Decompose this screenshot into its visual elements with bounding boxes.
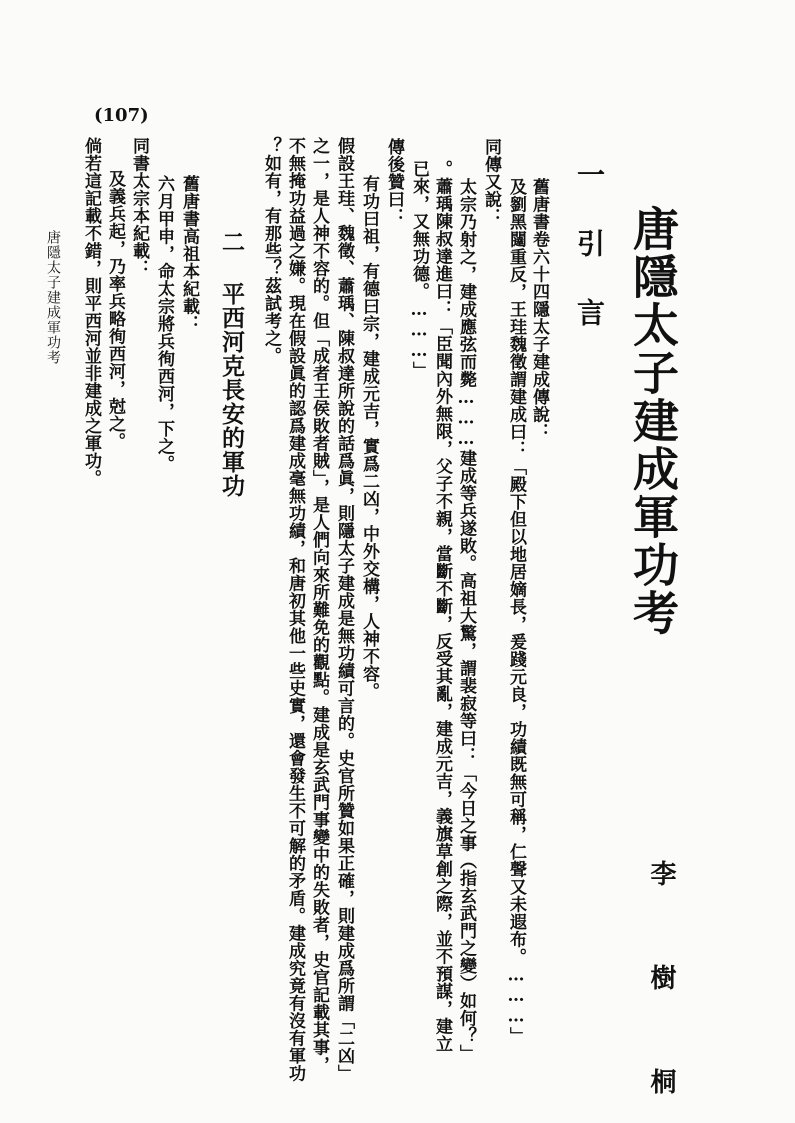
text-line: 六月甲申，命太宗將兵徇西河，下之。 (154, 175, 174, 473)
text-line: ？如有，有那些？茲試考之。 (261, 137, 281, 365)
text-line: 不無掩功益過之嫌。現在假設眞的認爲建成毫無功績，和唐初其他一些史實，還會發生不可解的矛盾。建成究竟有沒有軍功 (285, 137, 305, 1082)
text-line: 傳後贊曰： (384, 138, 404, 226)
text-line: 太宗乃射之，建成應弦而斃………建成等兵遂敗。高祖大驚，謂裴寂等曰：「今日之事（指玄武門之變）如何？」 (456, 178, 476, 1062)
author-name: 李 樹 桐 (646, 860, 676, 1118)
text-line: 同書太宗本紀載： (129, 137, 149, 277)
text-line: 及義兵起，乃率兵略徇西河，尅之。 (105, 170, 125, 450)
text-line: 之一，是人神不容的。但「成者王侯敗者賊」，是人們向來所難免的觀點。建成是玄武門事變中的失敗者，史官記載其事， (309, 137, 329, 1074)
section-heading-xihe-changan: 二 平西河克長安的軍功 (218, 230, 245, 498)
text-line: 倘若這記載不錯，則平西河並非建成之軍功。 (81, 137, 101, 487)
text-line: 有功曰祖，有德曰宗，建成元吉，實爲二凶，中外交構，人神不容。 (359, 175, 379, 700)
text-line: 及劉黑闥重反，王珪魏徵謂建成曰：「殿下但以地居嫡長，爰踐元良，功績既無可稱，仁聲又未遐布。………」 (506, 178, 526, 1045)
article-title: 唐隱太子建成軍功考 (626, 205, 680, 637)
page-number: (107) (94, 105, 149, 126)
text-line: 。蕭瑀陳叔達進曰：「臣聞內外無限，父子不親，當斷不斷，反受其亂，建成元吉，義旗草創之際，並不預謀，建立 (432, 160, 452, 1053)
text-line: 舊唐書卷六十四隱太子建成傳說： (529, 178, 549, 441)
text-line: 舊唐書高祖本紀載： (179, 175, 199, 333)
text-line: 同傳又說： (481, 138, 501, 226)
running-footer: 唐隱太子建成軍功考 (45, 230, 61, 365)
text-line: 已來，又無功德。………」 (409, 160, 429, 379)
section-heading-introduction: 一 引 言 (573, 160, 606, 330)
text-line: 假設王珪、魏徵、蕭瑀、陳叔達所說的話爲眞，則隱太子建成是無功績可言的。史官所贊如果正確，則建成爲所謂「二凶」 (334, 137, 354, 1082)
